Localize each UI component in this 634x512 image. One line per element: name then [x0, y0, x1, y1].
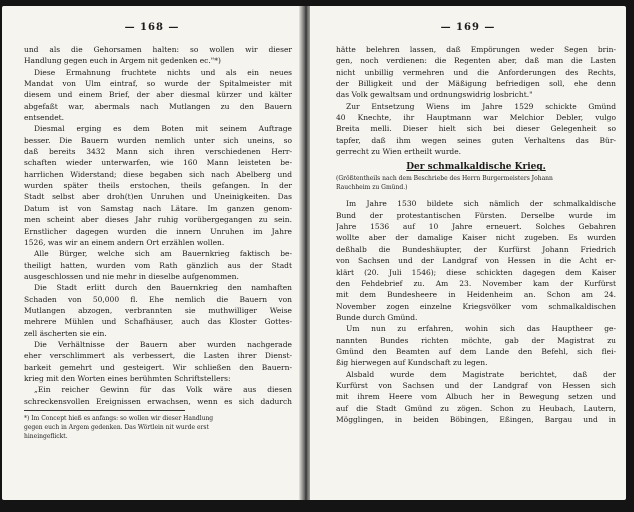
- text-line: klärt (20. Juli 1546); diese schickten dagegen dem Kaiser: [336, 267, 616, 277]
- text-line: harrlichen Widerstand; diese begaben sich nach Abelberg und: [24, 169, 292, 179]
- text-line: Mögglingen, in beiden Böbingen, Eßingen, Bargau und in: [336, 414, 616, 424]
- text-line: Zur Entsetzung Wiens im Jahre 1529 schickte Gmünd: [346, 101, 616, 111]
- text-line: Die Stadt erlitt durch den Bauernkrieg den namhaften: [34, 283, 292, 293]
- text-line: Bund der protestantischen Fürsten. Derselbe wurde im: [336, 210, 616, 220]
- text-line: krieg mit den Worten eines berühmten Schriftstellers:: [24, 373, 231, 383]
- text-line: wurden später theils erstochen, theils gefangen. In der: [24, 181, 292, 191]
- footnote: [24, 414, 292, 441]
- text-line: deßhalb die Bundeshäupter, der Kurfürst Johann Friedrich: [336, 244, 616, 254]
- text-line: Ernstlicher dagegen wurden die innern Unruhen im Jahre: [24, 226, 292, 236]
- text-line: Stadt selbst aber droh(t)en Unruhen und Uneinigkeiten. Das: [24, 192, 292, 202]
- text-line: nicht unbillig vermehren und die Anforderungen des Rechts,: [336, 67, 616, 77]
- text-line: Alle Bürger, welche sich am Bauernkrieg faktisch be-: [34, 249, 292, 259]
- right-page-body: [336, 44, 616, 425]
- text-line: abgefaßt war, abermals nach Mutlangen zu den Bauern: [24, 101, 292, 111]
- text-line: den Fehdebrief zu. Am 23. November kam der Kurfürst: [336, 278, 616, 288]
- text-line: Bunde durch Gmünd.: [336, 312, 418, 322]
- text-line: gerrecht zu Wien ertheilt wurde.: [336, 147, 462, 157]
- page-number-left: — 168 —: [124, 22, 180, 33]
- text-line: Rauchheim zu Gmünd.): [336, 183, 408, 191]
- section-subheading: [336, 175, 616, 192]
- left-text-block: [24, 44, 292, 407]
- text-line: besser. Die Bauern wurden nemlich unter sich uneins, so: [24, 135, 292, 145]
- text-line: 40 Knechte, ihr Hauptmann war Melchior Debler, vulgo: [336, 113, 616, 123]
- text-line: Im Jahre 1530 bildete sich nämlich der schmalkaldische: [346, 199, 616, 209]
- text-line: nannten Bundes richten möchte, gab der Magistrat zu: [336, 335, 616, 345]
- text-line: Diesmal erging es dem Boten mit seinem Auftrage: [34, 124, 292, 134]
- right-text-block-top: [336, 44, 616, 157]
- text-line: Mutlangen abzogen, verbrannten sie muthwilliger Weise: [24, 305, 292, 315]
- text-line: Um nun zu erfahren, wohin sich das Hauptheer ge-: [346, 324, 616, 334]
- text-line: Gmünd den Beamten auf dem Lande den Befehl, sich flei-: [336, 346, 616, 356]
- text-line: von Sachsen und der Landgraf von Hessen in die Acht er-: [336, 256, 616, 266]
- footnote-rule: [24, 410, 185, 411]
- text-line: diesem und einem Brief, der aber diesmal kürzer und kälter: [24, 90, 292, 100]
- section-heading: Der schmalkaldische Krieg.: [406, 162, 546, 173]
- text-line: Datum ist von Samstag nach Lätare. Im ganzen genom-: [24, 203, 292, 213]
- text-line: Breita melli. Dieser hielt sich bei dieser Gelegenheit so: [336, 124, 616, 134]
- text-line: entsendet.: [24, 113, 65, 123]
- text-line: hineingeflickt.: [24, 433, 68, 440]
- text-line: 1526, was wir an einem andern Ort erzählen wollen.: [24, 237, 225, 247]
- text-line: gen, noch verdienen: die Regenten aber, daß man die Lasten: [336, 56, 616, 66]
- text-line: auf die Stadt Gmünd zu zögen. Schon zu Heubach, Lautern,: [336, 403, 616, 413]
- text-line: schreckensvollen Ereignissen erwachsen, wenn es sich dadurch: [24, 396, 292, 406]
- text-line: „Ein reicher Gewinn für das Volk wäre aus diesen: [34, 385, 292, 395]
- text-line: Die Verhältnisse der Bauern aber wurden nachgerade: [34, 339, 292, 349]
- text-line: Jahre 1536 auf 10 Jahre erneuert. Solches Gebahren: [336, 222, 616, 232]
- text-line: *) Im Concept hieß es anfangs: so wollen wir dieser Handlung: [24, 415, 214, 422]
- text-line: das Volk gewaltsam und ordnungswidrig losbricht.": [336, 90, 533, 100]
- text-line: und als die Gehorsamen halten: so wollen wir dieser: [24, 45, 292, 54]
- text-line: Handlung gegen euch in Argem nit gedenken ec."*): [24, 56, 221, 66]
- page-number-right: — 169 —: [440, 22, 496, 33]
- text-line: Schaden von 50,000 fl. Ehe nemlich die Bauern von: [24, 294, 292, 304]
- text-line: zell äscherten sie ein.: [24, 328, 107, 338]
- left-page: [2, 6, 302, 500]
- text-line: eher verschlimmert als verbessert, die Lasten ihrer Dienst-: [24, 351, 292, 361]
- text-line: tapfer, daß ihm wegen seines guten Verhaltens das Bür-: [336, 135, 616, 145]
- text-line: schaften wieder unterwarfen, wie 160 Mann leisteten be-: [24, 158, 292, 168]
- text-line: mit ihrem Heere vom Albuch her in Bewegung setzen und: [336, 392, 616, 402]
- text-line: der Billigkeit und der Mäßigung befriedigen soll, ehe denn: [336, 79, 616, 89]
- left-page-body: [24, 44, 292, 441]
- right-text-block-bottom: [336, 198, 616, 425]
- text-line: barkeit gemehrt und gesteigert. Wir schließen den Bauern-: [24, 362, 292, 372]
- text-line: men scheint aber dieses Jahr ruhig vorübergegangen zu sein.: [24, 215, 292, 225]
- text-line: Alsbald wurde dem Magistrate berichtet, daß der: [346, 369, 616, 379]
- text-line: daß bereits 3432 Mann sich ihren verschiedenen Herr-: [24, 147, 292, 157]
- text-line: mit dem Bundesheere in Heidenheim an. Schon am 24.: [336, 290, 616, 300]
- text-line: (Größtentheils nach dem Beschriebe des Herrn Burgermeisters Johann: [336, 175, 553, 183]
- text-line: theiligt hatten, wurden vom Rath gänzlich aus der Stadt: [24, 260, 292, 270]
- text-line: ausgeschlossen und nie mehr in dieselbe aufgenommen.: [24, 271, 239, 281]
- text-line: Mandat von Ulm eintraf, so wurde der Spitalmeister mit: [24, 79, 292, 89]
- text-line: wollte aber der damalige Kaiser nicht zugeben. Es wurden: [336, 233, 616, 243]
- text-line: Diese Ermahnung fruchtete nichts und als ein neues: [34, 67, 292, 77]
- text-line: Kurfürst von Sachsen und der Landgraf von Hessen sich: [336, 380, 616, 390]
- text-line: ßig hierwegen auf Kundschaft zu legen.: [336, 358, 488, 368]
- text-line: hätte belehren lassen, daß Empörungen weder Segen brin-: [336, 45, 616, 54]
- right-page: [310, 6, 626, 500]
- text-line: mehrere Mühlen und Schafhäuser, auch das Kloster Gottes-: [24, 317, 292, 327]
- text-line: November zogen einzelne Kriegsvölker vom schmalkaldischen: [336, 301, 616, 311]
- text-line: gegen euch in Argem gedenken. Das Wörtlein nit wurde erst: [24, 424, 209, 431]
